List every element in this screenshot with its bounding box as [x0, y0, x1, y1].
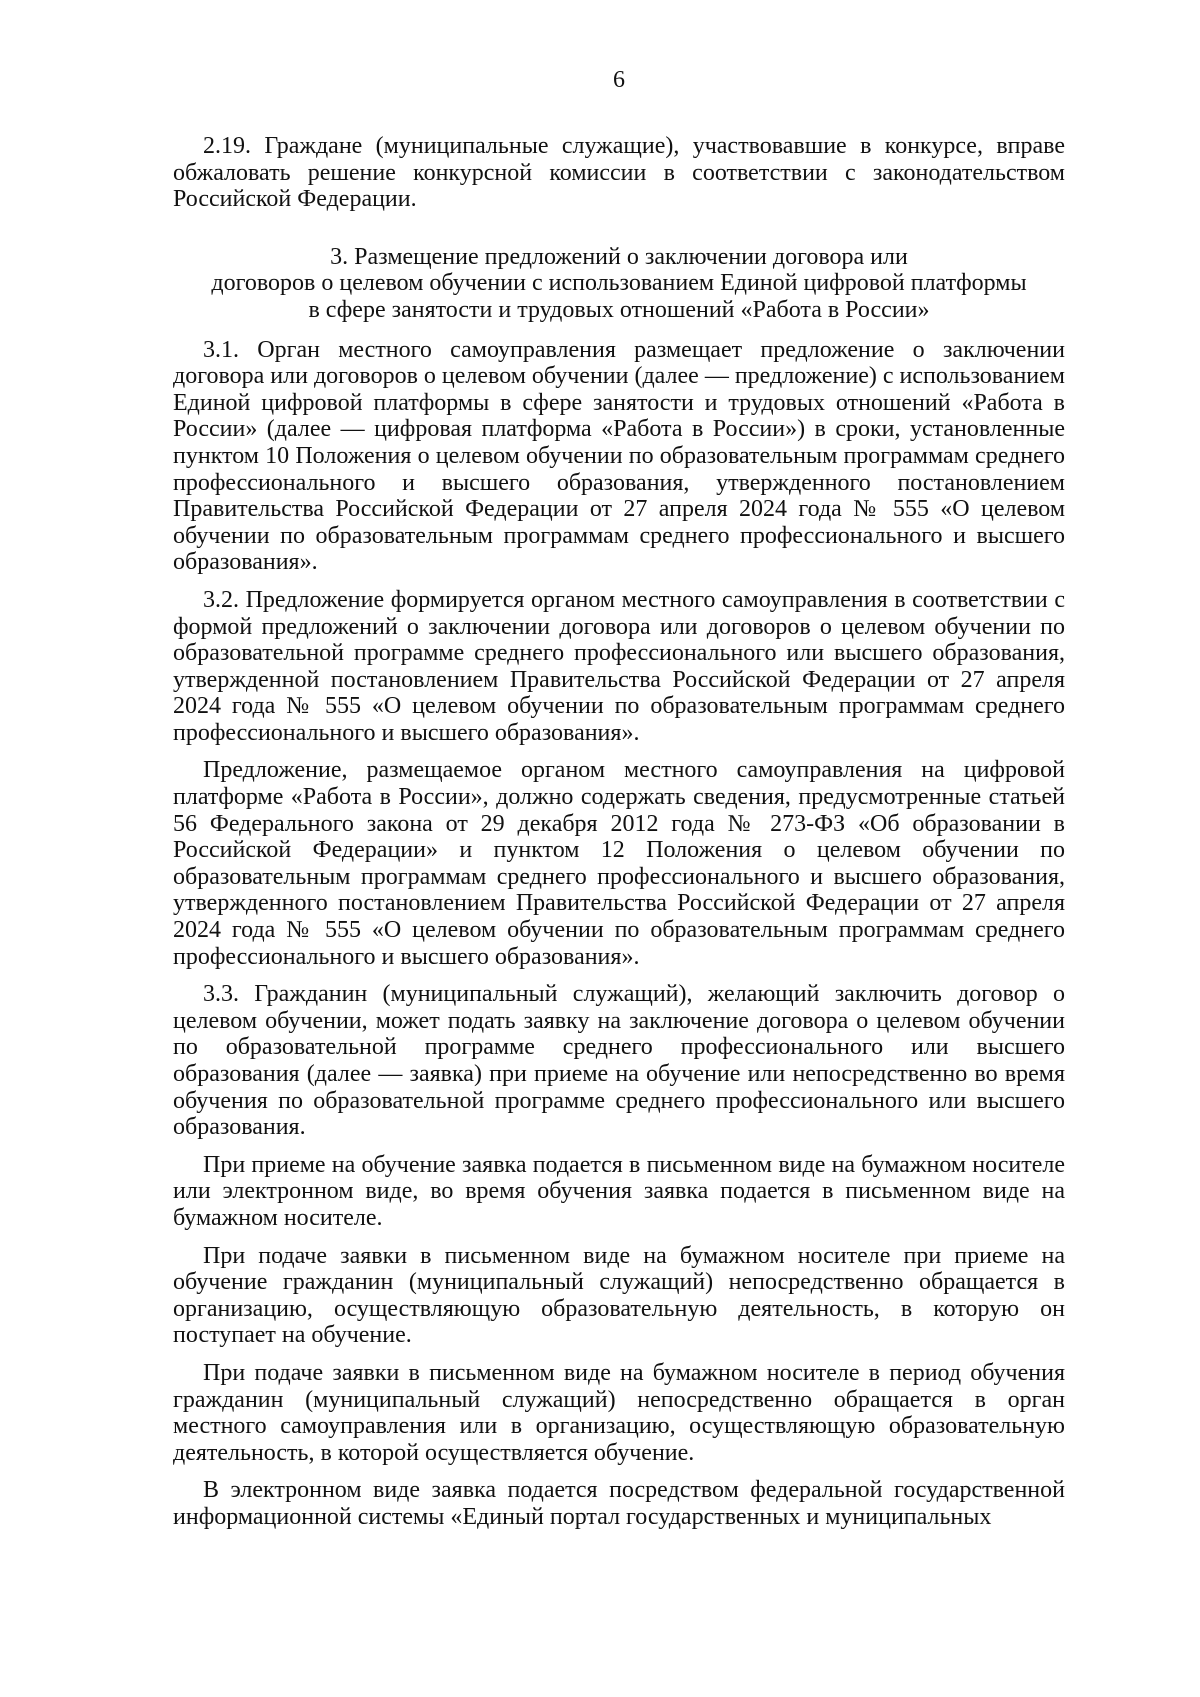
section-3-heading	[173, 244, 1065, 324]
paragraph-paper-application-admission: При подаче заявки в письменном виде на бумажном носителе при приеме на обучение гражданин (муниципальный служащий) непосредственно обращается в организацию, осуществляющую образовательную деятельность, в которую он поступает на обучение.	[173, 1242, 1065, 1349]
paragraph-3-2-proposal-content: Предложение, размещаемое органом местного самоуправления на цифровой платформе «Работа в России», должно содержать сведения, предусмотренные статьей 56 Федерального закона от 29 декабря 2012 года № 273-ФЗ «Об образовании в Российской Федерации» и пунктом 12 Положения о целевом обучении по образовательным программам среднего профессионального и высшего образования, утвержденного постановлением Правительства Российской Федерации от 27 апреля 2024 года № 555 «О целевом обучении по образовательным программам среднего профессионального и высшего образования».	[173, 757, 1065, 970]
paragraph-3-2: 3.2. Предложение формируется органом местного самоуправления в соответствии с формой предложений о заключении договора или договоров о целевом обучении по образовательной программе среднего профессионального или высшего образования, утвержденной постановлением Правительства Российской Федерации от 27 апреля 2024 года № 555 «О целевом обучении по образовательным программам среднего профессионального и высшего образования».	[173, 586, 1065, 746]
paragraph-3-1: 3.1. Орган местного самоуправления размещает предложение о заключении договора или договоров о целевом обучении (далее — предложение) с использованием Единой цифровой платформы в сфере занятости и трудовых отношений «Работа в России» (далее — цифровая платформа «Работа в России») в сроки, установленные пунктом 10 Положения о целевом обучении по образовательным программам среднего профессионального и высшего образования, утвержденного постановлением Правительства Российской Федерации от 27 апреля 2024 года № 555 «О целевом обучении по образовательным программам среднего профессионального и высшего образования».	[173, 336, 1065, 576]
paragraph-electronic-application: В электронном виде заявка подается посредством федеральной государственной информационной системы «Единый портал государственных и муниципальных	[173, 1477, 1065, 1530]
paragraph-3-3: 3.3. Гражданин (муниципальный служащий), желающий заключить договор о целевом обучении, может подать заявку на заключение договора о целевом обучении по образовательной программе среднего профессионального или высшего образования (далее — заявка) при приеме на обучение или непосредственно во время обучения по образовательной программе среднего профессионального или высшего образования.	[173, 981, 1065, 1141]
paragraph-paper-application-study: При подаче заявки в письменном виде на бумажном носителе в период обучения гражданин (муниципальный служащий) непосредственно обращается в орган местного самоуправления или в организацию, осуществляющую образовательную деятельность, в которой осуществляется обучение.	[173, 1359, 1065, 1466]
section-3-heading-line-3: в сфере занятости и трудовых отношений «Работа в России»	[308, 296, 930, 323]
section-3-heading-line-1: 3. Размещение предложений о заключении договора или	[330, 243, 908, 270]
page-number: 6	[613, 67, 625, 93]
paragraph-2-19: 2.19. Граждане (муниципальные служащие), участвовавшие в конкурсе, вправе обжаловать решение конкурсной комиссии в соответствии с законодательством Российской Федерации.	[173, 133, 1065, 213]
document-page	[173, 66, 1065, 1542]
paragraph-application-form: При приеме на обучение заявка подается в письменном виде на бумажном носителе или электронном виде, во время обучения заявка подается в письменном виде на бумажном носителе.	[173, 1151, 1065, 1231]
section-3-heading-line-2: договоров о целевом обучении с использованием Единой цифровой платформы	[211, 270, 1027, 297]
